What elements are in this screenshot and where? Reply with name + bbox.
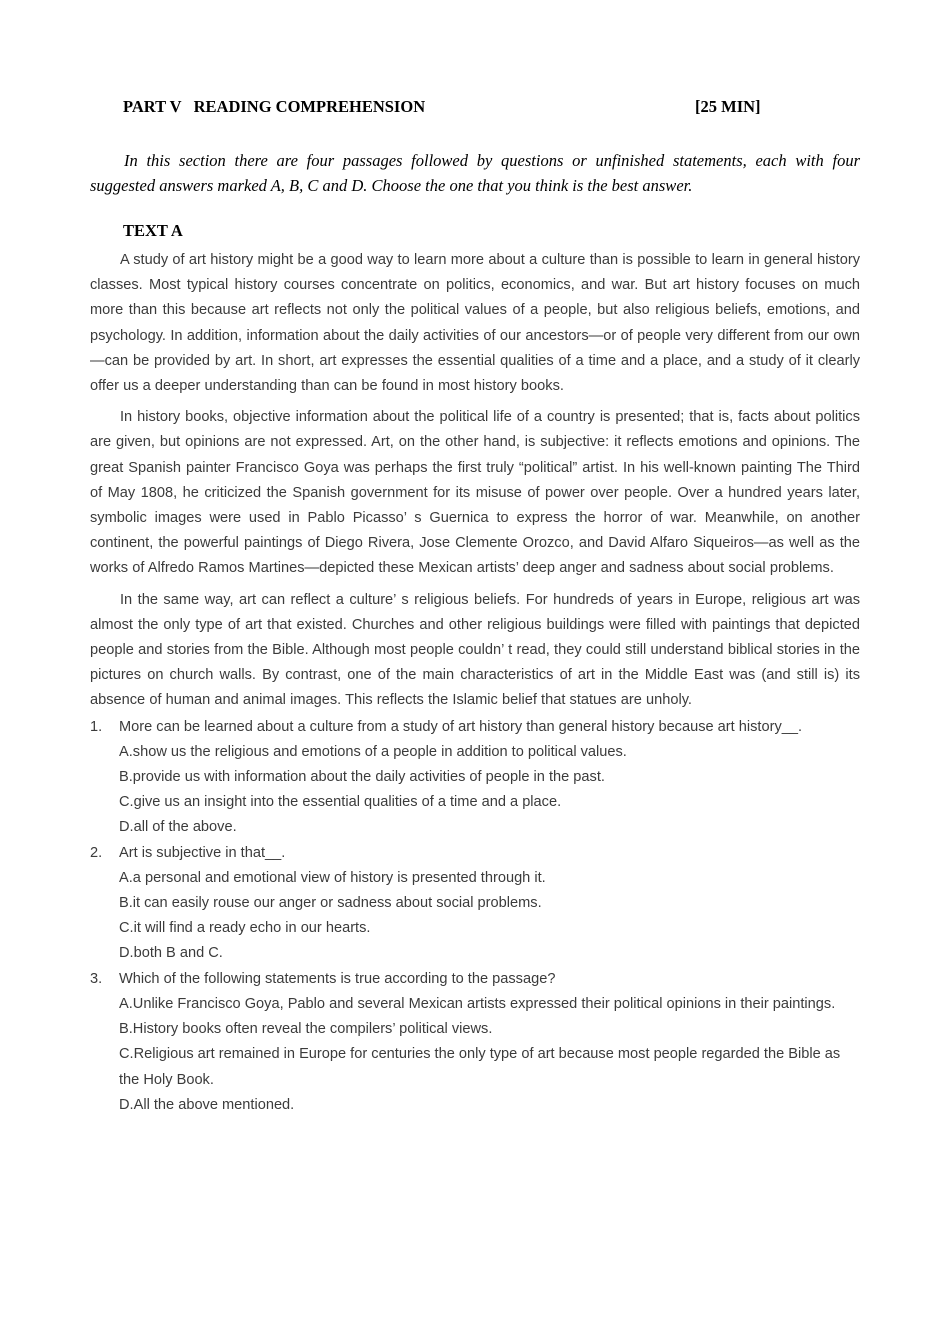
part-heading xyxy=(123,96,860,118)
option-a[interactable]: A.a personal and emotional view of history is presented through it. xyxy=(119,869,546,886)
question-item xyxy=(90,841,860,967)
document-content xyxy=(90,96,860,1118)
question-number: 3. xyxy=(90,970,103,987)
question-number: 2. xyxy=(90,844,103,861)
question-text: Which of the following statements is true according to the passage? xyxy=(119,970,556,987)
questions-list xyxy=(90,715,860,1118)
question-line xyxy=(90,967,860,992)
text-a-heading: TEXT A xyxy=(123,221,183,240)
passage-paragraph-2: In history books, objective information about the political life of a country is presented; that is, facts about politics are given, but opinions are not expressed. Art, on the other hand, is subjective: it reflects emotions and opinions. The great Spanish painter Francisco Goya was perhaps the first truly “political” artist. In his well-known painting The Third of May 1808, he criticized the Spanish government for its misuse of power over people. Over a hundred years later, symbolic images were used in Pablo Picasso’ s Guernica to express the horror of war. Meanwhile, on another continent, the powerful paintings of Diego Rivera, Jose Clemente Orozco, and David Alfaro Siqueiros—as well as the works of Alfredo Ramos Martines—depicted these Mexican artists’ deep anger and sadness about social problems. xyxy=(90,409,860,577)
option-d[interactable]: D.both B and C. xyxy=(119,945,223,962)
passage-paragraph-3: In the same way, art can reflect a culture’ s religious beliefs. For hundreds of years in Europe, religious art was almost the only type of art that existed. Churches and other religious buildings were filled with paintings that depicted people and stories from the Bible. Although most people couldn’ t read, they could still understand biblical stories in the pictures on church walls. By contrast, one of the main characteristics of art in the Middle East was (and still is) its absence of human and animal images. This reflects the Islamic belief that statues are unholy. xyxy=(90,591,860,709)
question-text: More can be learned about a culture from a study of art history than general history because art history__. xyxy=(119,718,803,735)
option-b[interactable]: B.it can easily rouse our anger or sadness about social problems. xyxy=(119,895,542,912)
part-time-limit: [25 MIN] xyxy=(695,97,761,116)
question-item xyxy=(90,967,860,1118)
question-line xyxy=(90,715,860,740)
option-c[interactable]: C.Religious art remained in Europe for centuries the only type of art because most people regarded the Bible as the Holy Book. xyxy=(119,1046,841,1088)
question-number: 1. xyxy=(90,718,103,735)
question-text: Art is subjective in that__. xyxy=(119,844,286,861)
section-instructions: In this section there are four passages followed by questions or unfinished statements, each with four suggested answers marked A, B, C and D. Choose the one that you think is the best answer. xyxy=(90,151,860,195)
question-line xyxy=(90,841,860,866)
part-title: PART V READING COMPREHENSION xyxy=(123,97,426,116)
passage-paragraph-1: A study of art history might be a good way to learn more about a culture than is possible to learn in general history classes. Most typical history courses concentrate on politics, economics, and war. But art history focuses on much more than this because art reflects not only the political values of a people, but also religious beliefs, emotions, and psychology. In addition, information about the daily activities of our ancestors—or of people very different from our own—can be provided by art. In short, art expresses the essential qualities of a time and a place, and a study of it clearly offer us a deeper understanding than can be found in most history books. xyxy=(90,252,860,395)
option-d[interactable]: D.all of the above. xyxy=(119,819,237,836)
question-item xyxy=(90,715,860,841)
option-b[interactable]: B.History books often reveal the compilers’ political views. xyxy=(119,1021,493,1038)
option-d[interactable]: D.All the above mentioned. xyxy=(119,1096,295,1113)
option-c[interactable]: C.it will find a ready echo in our hearts. xyxy=(119,920,371,937)
option-c[interactable]: C.give us an insight into the essential qualities of a time and a place. xyxy=(119,794,562,811)
option-a[interactable]: A.Unlike Francisco Goya, Pablo and several Mexican artists expressed their political opinions in their paintings. xyxy=(119,995,836,1012)
option-b[interactable]: B.provide us with information about the daily activities of people in the past. xyxy=(119,769,605,786)
option-a[interactable]: A.show us the religious and emotions of a people in addition to political values. xyxy=(119,743,627,760)
